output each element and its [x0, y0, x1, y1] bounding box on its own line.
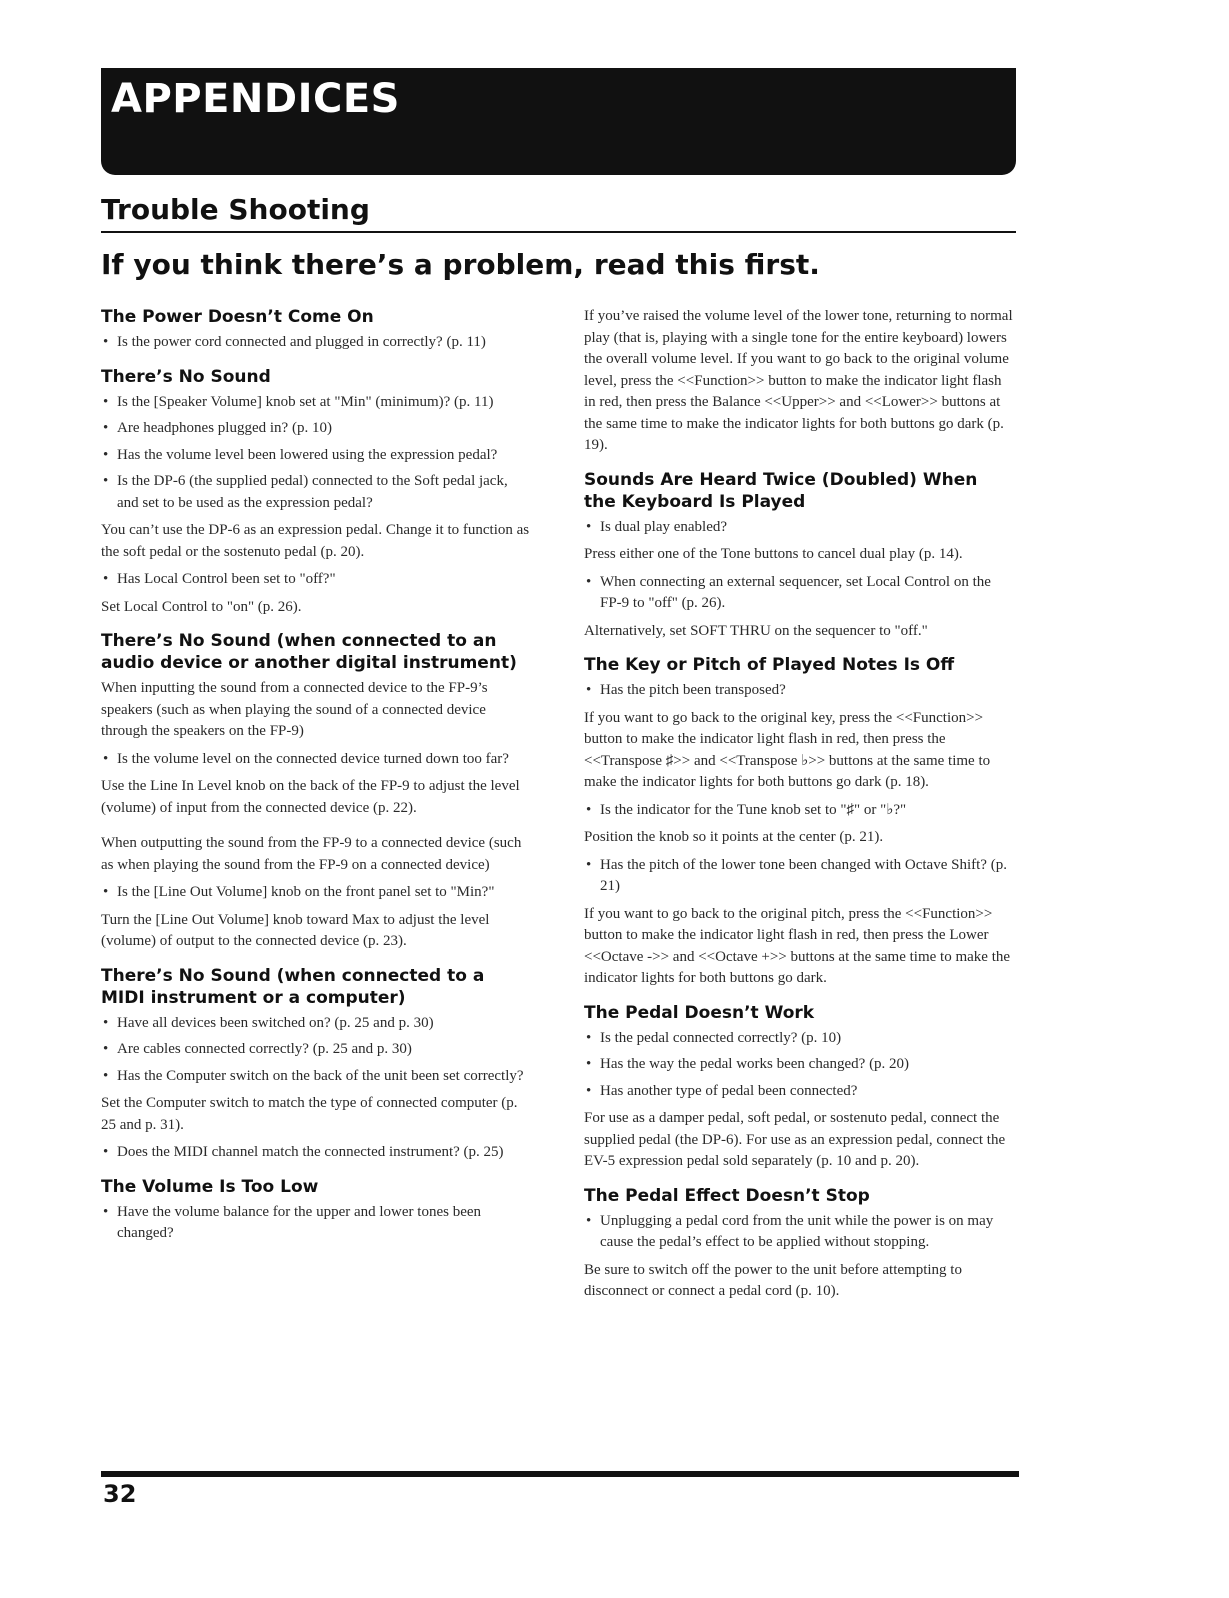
paragraph: Set Local Control to "on" (p. 26). [101, 598, 302, 615]
list-item: • When connecting an external sequencer, set Local Control on the FP-9 to "off" (p. 26). [584, 572, 1014, 615]
list-item: • Is the volume level on the connected device turned down too far? [101, 749, 531, 771]
heading-volume-low: The Volume Is Too Low [101, 1176, 319, 1197]
list-item: • Are headphones plugged in? (p. 10) [101, 418, 531, 440]
list-item: • Has another type of pedal been connected? [584, 1081, 1014, 1103]
list-item: • Is the indicator for the Tune knob set to "♯" or "♭?" [584, 800, 1014, 822]
heading-no-sound-midi: There’s No Sound (when connected to a MIDI instrument or a computer) [101, 965, 485, 1008]
heading-doubled: Sounds Are Heard Twice (Doubled) When the Keyboard Is Played [584, 469, 978, 512]
list-power [101, 332, 531, 354]
section-no-sound-audio [101, 630, 531, 953]
list-pedal [584, 1028, 1014, 1103]
paragraph: Turn the [Line Out Volume] knob toward Max to adjust the level (volume) of output to the connected device (p. 23). [101, 911, 490, 949]
section-pedal [584, 1002, 1014, 1173]
list-octave [584, 855, 1014, 898]
section-title: Trouble Shooting [101, 193, 370, 226]
left-column [101, 306, 531, 1257]
list-no-sound [101, 392, 531, 515]
paragraph: If you want to go back to the original key, press the <<Function>> button to make the indicator light flash in red, then press the <<Transpose ♯>> and <<Transpose ♭>> buttons at the same time to make the indicator lights for both buttons go dark (p. 18). [584, 709, 991, 790]
list-transposed [584, 680, 1014, 702]
paragraph: Use the Line In Level knob on the back of the FP-9 to adjust the level (volume) of input from the connected device (p. 22). [101, 778, 520, 816]
footer-divider [101, 1471, 1019, 1477]
paragraph: If you want to go back to the original pitch, press the <<Function>> button to make the indicator light flash in red, then press the Lower <<Octave ->> and <<Octave +>> buttons at the same time to make the indicator lights for both buttons go dark. [584, 905, 1011, 986]
section-no-sound [101, 366, 531, 619]
paragraph: Be sure to switch off the power to the unit before attempting to disconnect or connect a pedal cord (p. 10). [584, 1261, 962, 1299]
right-column [584, 306, 1014, 1315]
list-item: • Have all devices been switched on? (p. 25 and p. 30) [101, 1013, 531, 1035]
list-item: • Unplugging a pedal cord from the unit while the power is on may cause the pedal’s effect to be applied without stopping. [584, 1211, 1014, 1254]
list-audio-input [101, 749, 531, 771]
list-item: • Has the pitch of the lower tone been changed with Octave Shift? (p. 21) [584, 855, 1014, 898]
section-pitch-off [584, 654, 1014, 990]
list-pedal-effect [584, 1211, 1014, 1254]
banner-title: APPENDICES [111, 76, 400, 122]
section-doubled [584, 469, 1014, 643]
list-midi-channel [101, 1142, 531, 1164]
main-heading: If you think there’s a problem, read this first. [101, 248, 820, 281]
list-midi [101, 1013, 531, 1088]
list-item: • Is dual play enabled? [584, 517, 1014, 539]
list-item: • Is the [Line Out Volume] knob on the front panel set to "Min?" [101, 882, 531, 904]
heading-no-sound: There’s No Sound [101, 366, 271, 387]
paragraph: If you’ve raised the volume level of the lower tone, returning to normal play (that is, playing with a single tone for the entire keyboard) lowers the overall volume level. If you want to go back to the original volume level, press the <<Function>> button to make the indicator light flash in red, then press the Balance <<Upper>> and <<Lower>> buttons at the same time to make the indicator lights for both buttons go dark (p. 19). [584, 308, 1013, 453]
paragraph: Set the Computer switch to match the type of connected computer (p. 25 and p. 31). [101, 1095, 518, 1133]
list-tune [584, 800, 1014, 822]
section-no-sound-midi [101, 965, 531, 1164]
appendices-banner [101, 68, 1016, 175]
list-item: • Is the [Speaker Volume] knob set at "Min" (minimum)? (p. 11) [101, 392, 531, 414]
heading-pedal: The Pedal Doesn’t Work [584, 1002, 815, 1023]
list-item: • Has the Computer switch on the back of the unit been set correctly? [101, 1066, 531, 1088]
list-item: • Has the pitch been transposed? [584, 680, 1014, 702]
list-sequencer [584, 572, 1014, 615]
list-item: • Is the power cord connected and plugged in correctly? (p. 11) [101, 332, 531, 354]
section-volume-low [101, 1176, 531, 1245]
list-item: • Has the volume level been lowered using the expression pedal? [101, 445, 531, 467]
list-item: • Does the MIDI channel match the connected instrument? (p. 25) [101, 1142, 531, 1164]
section-divider [101, 231, 1016, 233]
section-pedal-effect [584, 1185, 1014, 1303]
list-item: • Has the way the pedal works been changed? (p. 20) [584, 1054, 1014, 1076]
list-audio-output [101, 882, 531, 904]
paragraph: When inputting the sound from a connected device to the FP-9’s speakers (such as when playing the sound of a connected device through the speakers on the FP-9) [101, 680, 488, 739]
page-number: 32 [103, 1480, 137, 1508]
paragraph: Alternatively, set SOFT THRU on the sequencer to "off." [584, 622, 928, 639]
heading-no-sound-audio: There’s No Sound (when connected to an audio device or another digital instrument) [101, 631, 517, 673]
section-power [101, 306, 531, 354]
heading-pitch-off: The Key or Pitch of Played Notes Is Off [584, 655, 955, 675]
list-item: • Is the DP-6 (the supplied pedal) connected to the Soft pedal jack, and set to be used as the expression pedal? [101, 471, 531, 514]
paragraph: You can’t use the DP-6 as an expression pedal. Change it to function as the soft pedal or the sostenuto pedal (p. 20). [101, 522, 530, 560]
list-item: • Is the pedal connected correctly? (p. 10) [584, 1028, 1014, 1050]
list-item: • Have the volume balance for the upper and lower tones been changed? [101, 1202, 531, 1245]
list-volume-low [101, 1202, 531, 1245]
list-local-control [101, 569, 531, 591]
paragraph: Position the knob so it points at the center (p. 21). [584, 829, 884, 845]
heading-power: The Power Doesn’t Come On [101, 307, 374, 327]
heading-pedal-effect: The Pedal Effect Doesn’t Stop [584, 1185, 870, 1206]
paragraph: When outputting the sound from the FP-9 to a connected device (such as when playing the sound from the FP-9 on a connected device) [101, 835, 522, 873]
list-item: • Are cables connected correctly? (p. 25 and p. 30) [101, 1039, 531, 1061]
list-doubled [584, 517, 1014, 539]
paragraph: Press either one of the Tone buttons to cancel dual play (p. 14). [584, 546, 963, 562]
section-volume-low-cont [584, 306, 1014, 457]
paragraph: For use as a damper pedal, soft pedal, or sostenuto pedal, connect the supplied pedal (the DP-6). For use as an expression pedal, connect the EV-5 expression pedal sold separately (p. 10 and p. 20). [584, 1110, 1006, 1169]
list-item: • Has Local Control been set to "off?" [101, 569, 531, 591]
